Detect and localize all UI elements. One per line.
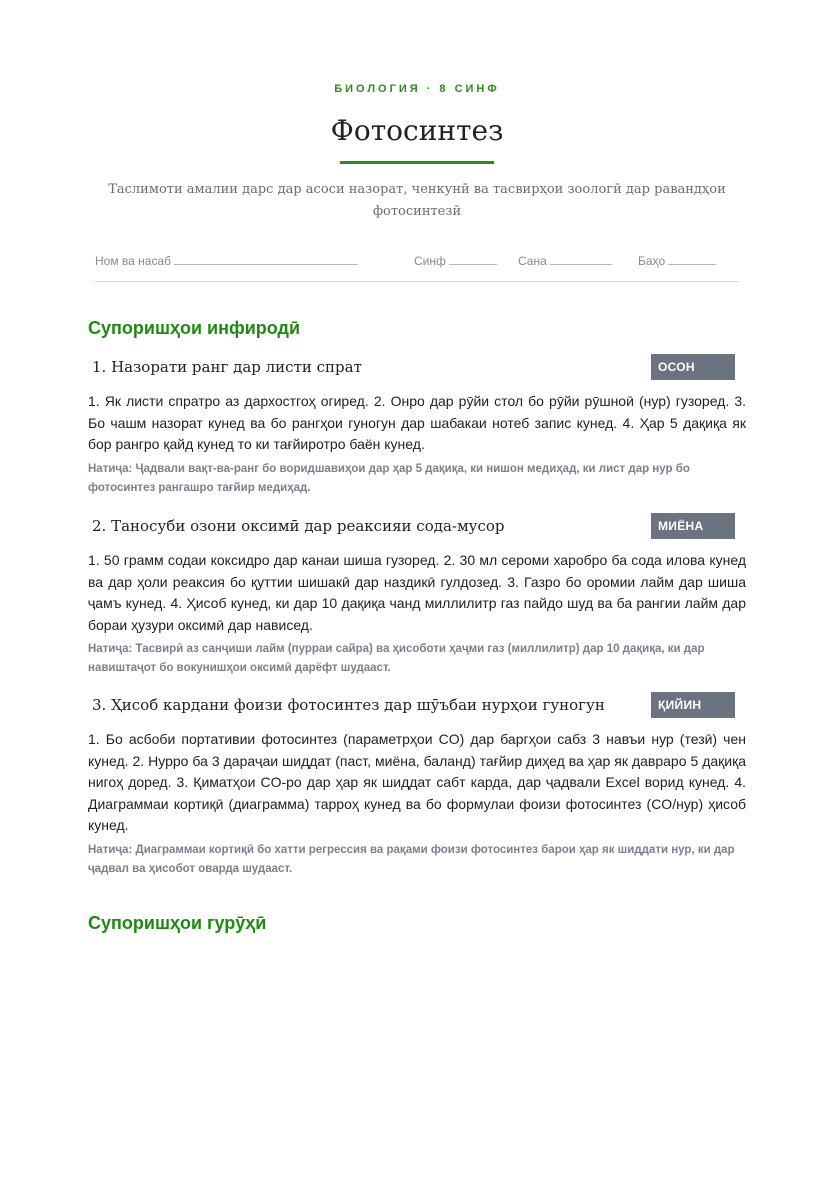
date-field-label: Сана — [518, 254, 547, 268]
task-result: Натиҷа: Ҷадвали вақт-ва-ранг бо воридшавиҳои дар ҳар 5 дақиқа, ки нишон медиҳад, ки лист дар нур бо фотосинтез рангашро тағйир медиҳад. — [88, 462, 690, 494]
task-title: 1. Назорати ранг дар листи спрат — [92, 358, 362, 376]
class-field[interactable] — [414, 253, 497, 268]
section-title-group: Супоришҳои гурӯҳӣ — [88, 913, 267, 933]
class-field-line[interactable] — [449, 253, 497, 265]
task-instructions: 1. 50 грамм содаи коксидро дар канаи шиша гузоред. 2. 30 мл сероми харобро ба сода илова кунед ва дар ҳоли реаксия бо қуттии шишакӣ дар наздикӣ гулдозед. 3. Газро бо оромии лайм дар шиша ҷамъ кунед. 4. Ҳисоб кунед, ки дар 10 дақиқа чанд миллилитр газ пайдо шуд ва ба рангии лайм дар бораи ҳузури оксимӣ дар нависед. — [88, 552, 746, 633]
task-card — [88, 354, 746, 498]
difficulty-badge: ҚИЙИН — [651, 692, 735, 718]
student-info-fields — [95, 251, 740, 282]
title-underline — [340, 161, 494, 164]
task-instructions: 1. Як листи спратро аз дархостгоҳ огиред. 2. Онро дар рӯйи стол бо рӯйи рӯшноӣ (нур) гузоред. 3. Бо чашм назорат кунед ва бо рангҳои гуногун дар шабакаи нотеб запис кунед. 4. Ҳар 5 дақиқа як бор рангро қайд кунед то ки тағйиротро баён кунед. — [88, 393, 746, 452]
grade-field-label: Баҳо — [638, 254, 666, 268]
task-header — [88, 354, 746, 382]
task-result: Натиҷа: Диаграммаи кортиқӣ бо хатти регрессия ва рақами фоизи фотосинтез барои ҳар як шиддати нур, ки дар ҷадвал ва ҳисобот оварда шудааст. — [88, 843, 735, 875]
task-title: 3. Ҳисоб кардани фоизи фотосинтез дар шӯъбаи нурҳои гуногун — [92, 696, 605, 714]
difficulty-badge: МИЁНА — [651, 513, 735, 539]
subject-kicker: БИОЛОГИЯ · 8 СИНФ — [334, 83, 500, 95]
task-card — [88, 513, 746, 678]
task-title: 2. Таносуби озони оксимӣ дар реаксияи сода-мусор — [92, 517, 505, 535]
task-header — [88, 513, 746, 541]
task-header — [88, 692, 746, 720]
page-subtitle: Таслимоти амалии дарс дар асоси назорат, ченкунӣ ва тасвирҳои зоологӣ дар равандҳои фотосинтезӣ — [108, 182, 726, 219]
difficulty-badge: ОСОН — [651, 354, 735, 380]
grade-field-line[interactable] — [668, 253, 716, 265]
grade-field[interactable] — [638, 253, 716, 268]
task-result: Натиҷа: Тасвирӣ аз санҷиши лайм (пурраи сайра) ва ҳисоботи ҳаҷми газ (миллилитр) дар 10 дақиқа, ки дар навиштаҷот бо вокунишҳои оксимӣ дарёфт шудааст. — [88, 643, 705, 674]
name-field-line[interactable] — [174, 253, 358, 265]
task-instructions: 1. Бо асбоби портативии фотосинтез (параметрҳои CO) дар баргҳои сабз 3 навъи нур (тезӣ) чен кунед. 2. Нурро ба 3 дараҷаи шиддат (паст, миёна, баланд) тағйир диҳед ва ҳар як давраро 5 дақиқа нигоҳ доред. 3. Қиматҳои CO-ро дар ҳар як шиддат сабт карда, дар ҷадвали Excel ворид кунед. 4. Диаграммаи кортиқӣ (диаграмма) тарроҳ кунед ва бо формулаи фоизи фотосинтез (CO/нур) ҳисоб кунед. — [88, 731, 746, 833]
date-field-line[interactable] — [550, 253, 612, 265]
date-field[interactable] — [518, 253, 612, 268]
page-title: Фотосинтез — [330, 114, 504, 147]
class-field-label: Синф — [414, 254, 446, 268]
name-field[interactable] — [95, 253, 358, 268]
name-field-label: Ном ва насаб — [95, 254, 172, 268]
task-card — [88, 692, 746, 879]
section-title-individual: Супоришҳои инфиродӣ — [88, 318, 301, 338]
